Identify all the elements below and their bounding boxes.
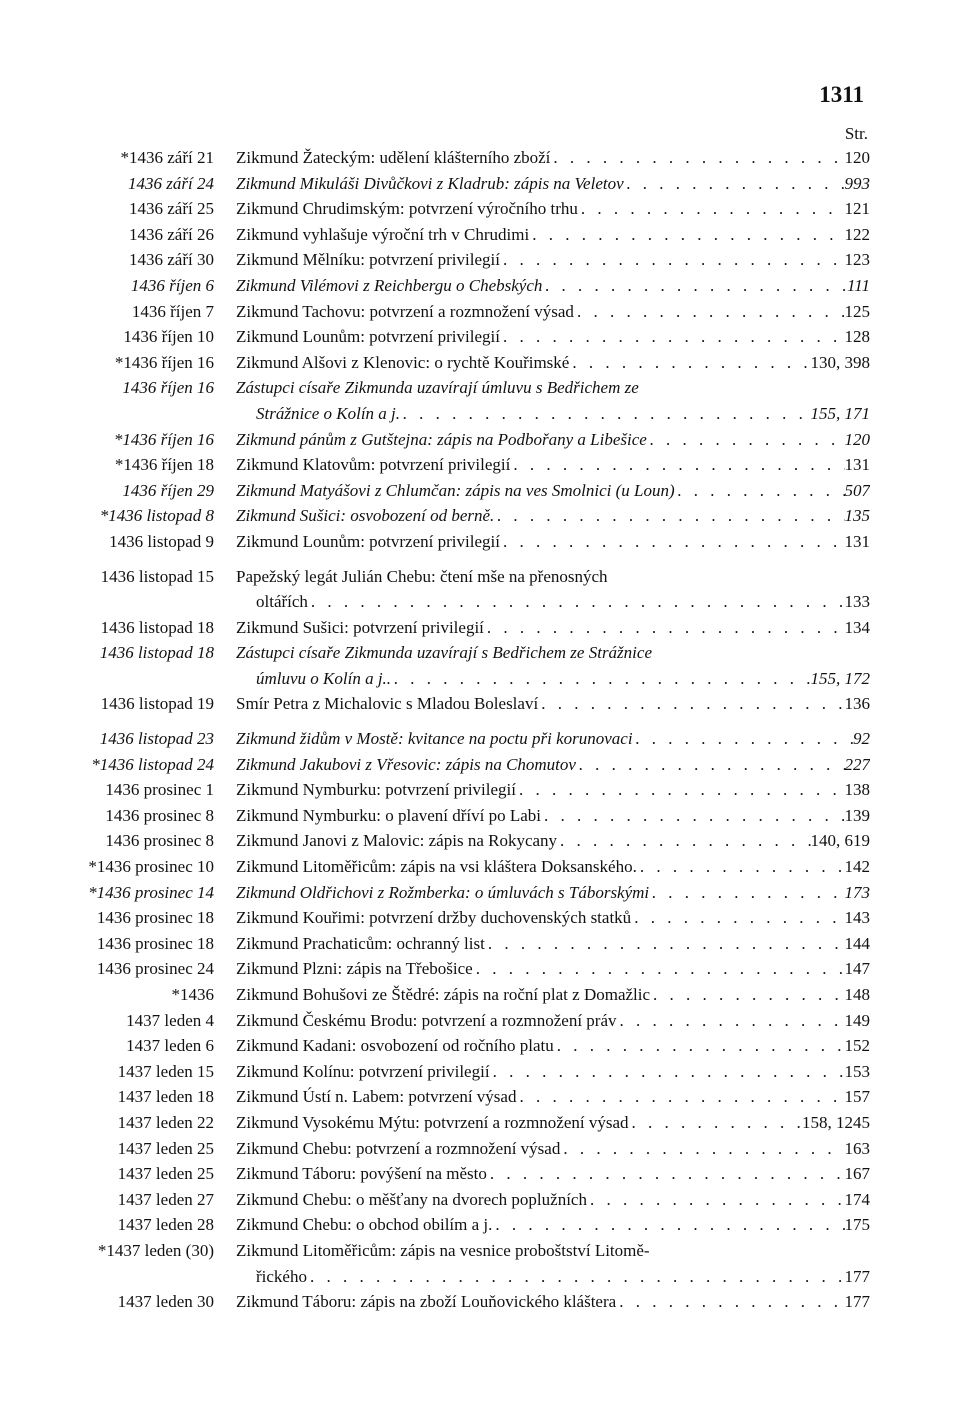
entry-title: Zikmund Žateckým: udělení klášterního zboží — [236, 148, 551, 167]
entry-page-ref: 122 — [844, 224, 870, 244]
entry-title: Zástupci císaře Zikmunda uzavírají s Bedřichem ze Strážnice — [236, 643, 652, 663]
entry-line — [236, 145, 870, 171]
entry-page-ref: 148 — [844, 985, 870, 1004]
dot-leader — [637, 854, 845, 880]
entry-title: Zikmund Ústí n. Labem: potvrzení výsad — [236, 1087, 517, 1107]
dot-leader — [624, 171, 845, 197]
entry-title: Zikmund Plzni: zápis na Třebošice — [236, 959, 473, 979]
entry-page-ref: 144 — [844, 933, 870, 953]
entry-line — [236, 640, 870, 666]
entry-line — [236, 247, 870, 273]
entry-page-ref: 149 — [844, 1010, 870, 1030]
entry-page-ref: 128 — [844, 327, 870, 347]
entry-body — [236, 171, 870, 197]
entry-title: Zástupci císaře Zikmunda uzavírají úmluvu s Bedřichem ze — [236, 378, 639, 398]
entry-body — [236, 247, 870, 273]
entry-date: 1436 říjen 10 — [123, 327, 214, 347]
entry-row — [86, 247, 870, 273]
dot-leader — [617, 1008, 845, 1034]
entry-line — [236, 1110, 870, 1136]
entry-body — [236, 1187, 870, 1213]
entry-date: 1436 prosinec 24 — [96, 959, 214, 979]
entry-body — [236, 503, 870, 529]
entry-body — [236, 640, 870, 691]
entry-date: *1436 listopad 8 — [99, 506, 214, 526]
entry-body — [236, 273, 870, 299]
entry-line — [236, 1238, 870, 1264]
dot-leader — [529, 222, 844, 248]
entry-title: Zikmund Tachovu: potvrzení a rozmnožení výsad — [236, 301, 574, 321]
entry-body — [236, 726, 870, 752]
entry-date: 1436 září 26 — [129, 224, 214, 244]
entry-title: Zikmund Chebu: potvrzení a rozmnožení výsad — [236, 1138, 561, 1158]
entry-date: 1436 září 30 — [129, 250, 214, 270]
entry-line — [236, 752, 870, 778]
entry-date: *1436 prosinec 14 — [88, 882, 214, 902]
entry-body — [236, 299, 870, 325]
entry-title: Zikmund Vilémovi z Reichbergu o Chebských — [236, 275, 543, 295]
entry-title: Zikmund Jakubovi z Vřesovic: zápis na Chomutov — [236, 754, 576, 774]
entry-page-ref: 158, 1245 — [802, 1112, 870, 1132]
entry-date: 1437 leden 30 — [117, 1292, 214, 1312]
entry-line — [236, 666, 870, 692]
entry-row — [86, 1008, 870, 1034]
entry-date: *1436 září 21 — [120, 148, 214, 167]
entry-row — [86, 777, 870, 803]
entry-date: 1436 říjen 29 — [122, 480, 214, 500]
dot-leader — [647, 427, 845, 453]
entry-date: 1436 září 24 — [128, 173, 214, 193]
entry-row — [86, 615, 870, 641]
entry-line — [236, 1136, 870, 1162]
dot-leader — [576, 752, 845, 778]
entry-line — [236, 1187, 870, 1213]
entry-line — [236, 171, 870, 197]
entry-date: 1437 leden 4 — [126, 1010, 214, 1030]
entry-title: Zikmund Klatovům: potvrzení privilegií — [236, 455, 511, 475]
entry-line — [236, 828, 870, 854]
entry-row — [86, 1212, 870, 1238]
entry-title: Zikmund Alšovi z Klenovic: o rychtě Kouřimské — [236, 352, 570, 372]
entry-page-ref: 125 — [844, 301, 870, 321]
entry-date: 1437 leden 25 — [117, 1164, 214, 1184]
dot-leader — [542, 273, 847, 299]
entry-page-ref: 131 — [844, 455, 870, 475]
entry-body — [236, 752, 870, 778]
entry-page-ref: 120 — [844, 148, 870, 167]
entry-date: 1437 leden 28 — [117, 1215, 214, 1235]
entry-row — [86, 880, 870, 906]
page-number: 1311 — [819, 82, 864, 107]
entry-page-ref: 138 — [844, 780, 870, 800]
entry-line — [236, 427, 870, 453]
entry-body — [236, 478, 870, 504]
dot-leader — [500, 324, 845, 350]
entry-date: 1436 listopad 15 — [100, 566, 214, 586]
entry-row — [86, 803, 870, 829]
dot-leader — [633, 726, 853, 752]
entry-page-ref: 136 — [844, 694, 870, 714]
entry-title: Smír Petra z Michalovic s Mladou Boleslaví — [236, 694, 539, 714]
entry-row — [86, 726, 870, 752]
entry-title: Zikmund Chrudimským: potvrzení výročního trhu — [236, 199, 578, 219]
entry-line — [236, 803, 870, 829]
entry-row — [86, 1110, 870, 1136]
entry-page-ref: 155, 171 — [810, 403, 870, 423]
entry-line — [236, 1289, 870, 1315]
entry-page-ref: 155, 172 — [810, 668, 870, 688]
entry-body — [236, 956, 870, 982]
entry-line — [236, 324, 870, 350]
dot-leader — [550, 145, 844, 171]
entry-date: 1437 leden 6 — [126, 1036, 214, 1056]
entry-line — [236, 196, 870, 222]
entry-row — [86, 640, 870, 691]
entry-date: 1436 prosinec 8 — [105, 805, 214, 825]
dot-leader — [308, 589, 845, 615]
dot-leader — [538, 691, 844, 717]
entry-page-ref: 147 — [844, 959, 870, 979]
entry-line — [236, 1084, 870, 1110]
entry-title: Zikmund Sušici: potvrzení privilegií — [236, 617, 484, 637]
dot-leader — [560, 1136, 844, 1162]
entry-title: Zikmund Bohušovi ze Štědré: zápis na roční plat z Domažlic — [236, 985, 651, 1004]
entry-body — [236, 931, 870, 957]
entry-body — [236, 324, 870, 350]
entry-row — [86, 171, 870, 197]
dot-leader — [629, 1110, 802, 1136]
entry-page-ref: 177 — [844, 1266, 870, 1286]
entry-body — [236, 1033, 870, 1059]
entry-title: Zikmund Matyášovi z Chlumčan: zápis na ves Smolnici (u Loun) — [236, 480, 675, 500]
entry-body — [236, 350, 870, 376]
entry-title: Zikmund Táboru: povýšení na město — [236, 1164, 487, 1184]
entry-page-ref: 120 — [844, 429, 870, 449]
entry-body — [236, 854, 870, 880]
entry-title: Zikmund Lounům: potvrzení privilegií — [236, 327, 500, 347]
entry-page-ref: 153 — [844, 1061, 870, 1081]
dot-leader — [616, 1289, 844, 1315]
entry-date: 1436 listopad 23 — [99, 729, 214, 749]
entry-page-ref: 143 — [844, 908, 870, 928]
entry-title: Zikmund Českému Brodu: potvrzení a rozmnožení práv — [236, 1010, 617, 1030]
dot-leader — [490, 1059, 845, 1085]
entry-body — [236, 1059, 870, 1085]
entry-date: 1436 září 25 — [129, 199, 214, 219]
dot-leader — [516, 1084, 844, 1110]
entry-row — [86, 478, 870, 504]
entry-page-ref: 174 — [844, 1189, 870, 1209]
entry-row — [86, 350, 870, 376]
entry-date: 1436 říjen 7 — [131, 301, 214, 321]
entry-page-ref: 92 — [853, 729, 870, 749]
entry-date: *1436 říjen 18 — [114, 455, 214, 475]
entry-row — [86, 1289, 870, 1315]
entry-title: oltářích — [256, 592, 308, 612]
entry-page-ref: 134 — [844, 617, 870, 637]
dot-leader — [500, 529, 845, 555]
dot-leader — [487, 1161, 845, 1187]
entry-line — [236, 529, 870, 555]
entry-line — [236, 273, 870, 299]
entry-title: Zikmund Mělníku: potvrzení privilegií — [236, 250, 500, 270]
entry-page-ref: 121 — [844, 199, 870, 219]
dot-leader — [574, 299, 845, 325]
entry-page-ref: 152 — [844, 1036, 870, 1056]
entry-page-ref: 163 — [844, 1138, 870, 1158]
entry-line — [236, 1033, 870, 1059]
entry-date: 1436 prosinec 18 — [96, 933, 214, 953]
entry-row — [86, 931, 870, 957]
entry-body — [236, 452, 870, 478]
entry-row — [86, 828, 870, 854]
dot-leader — [307, 1264, 845, 1290]
dot-leader — [473, 956, 845, 982]
entry-body — [236, 905, 870, 931]
entry-body — [236, 564, 870, 615]
entry-date: 1436 říjen 6 — [130, 275, 214, 295]
entry-row — [86, 956, 870, 982]
entry-title: Zikmund Oldřichovi z Rožmberka: o úmluvách s Táborskými — [236, 882, 650, 902]
entry-line — [236, 589, 870, 615]
entry-title: Zikmund pánům z Gutštejna: zápis na Podbořany a Libešice — [236, 429, 647, 449]
entry-row — [86, 752, 870, 778]
entry-body — [236, 1008, 870, 1034]
entry-title: Zikmund Mikuláši Divůčkovi z Kladrub: zápis na Veletov — [236, 173, 624, 193]
entry-body — [236, 691, 870, 717]
entry-page-ref: 139 — [844, 805, 870, 825]
entry-row — [86, 196, 870, 222]
entry-title: Zikmund Lounům: potvrzení privilegií — [236, 531, 500, 551]
entry-date: *1437 leden (30) — [97, 1240, 214, 1260]
entry-page-ref: 157 — [844, 1087, 870, 1107]
entry-row — [86, 222, 870, 248]
entry-date: 1436 listopad 18 — [99, 643, 214, 663]
entry-line — [236, 931, 870, 957]
entry-row — [86, 1136, 870, 1162]
entry-date: 1437 leden 22 — [117, 1112, 214, 1132]
entry-row — [86, 324, 870, 350]
dot-leader — [391, 666, 810, 692]
page-column-header: Str. — [844, 124, 868, 143]
entry-date: *1436 říjen 16 — [114, 352, 214, 372]
dot-leader — [569, 350, 810, 376]
entry-date: 1436 prosinec 1 — [105, 780, 214, 800]
entry-page-ref: 133 — [844, 592, 870, 612]
entry-line — [236, 350, 870, 376]
dot-leader — [510, 452, 844, 478]
entry-body — [236, 1289, 870, 1315]
entry-row — [86, 503, 870, 529]
dot-leader — [578, 196, 845, 222]
entry-title: Zikmund Kadani: osvobození od ročního platu — [236, 1036, 554, 1056]
entry-row — [86, 529, 870, 555]
dot-leader — [675, 478, 845, 504]
entry-row — [86, 1084, 870, 1110]
dot-leader — [557, 828, 810, 854]
dot-leader — [485, 931, 845, 957]
entry-body — [236, 615, 870, 641]
entry-title: Zikmund Nymburku: potvrzení privilegií — [236, 780, 516, 800]
entry-body — [236, 1136, 870, 1162]
dot-leader — [516, 777, 845, 803]
entry-line — [236, 880, 870, 906]
entry-row — [86, 564, 870, 615]
entry-page-ref: 111 — [847, 275, 870, 295]
entry-title: Zikmund vyhlašuje výroční trh v Chrudimi — [236, 224, 530, 244]
entry-date: 1436 prosinec 18 — [96, 908, 214, 928]
entry-date: *1436 listopad 24 — [91, 754, 214, 774]
entry-row — [86, 299, 870, 325]
entry-row — [86, 375, 870, 426]
dot-leader — [500, 247, 845, 273]
entry-line — [236, 1161, 870, 1187]
entry-title: Papežský legát Julián Chebu: čtení mše na přenosných — [236, 566, 608, 586]
entry-date: *1436 — [171, 985, 214, 1004]
entry-date: 1436 listopad 9 — [109, 531, 214, 551]
entry-body — [236, 1238, 870, 1289]
entry-title: Zikmund Litoměřicům: zápis na vsi kláštera Doksanského. — [236, 857, 637, 877]
entry-date: 1437 leden 27 — [117, 1189, 214, 1209]
entry-body — [236, 1161, 870, 1187]
entry-title: Zikmund Prachaticům: ochranný list — [236, 933, 485, 953]
entry-title: úmluvu o Kolín a j.. — [256, 668, 392, 688]
entry-row — [86, 1033, 870, 1059]
entry-title: Zikmund židům v Mostě: kvitance na poctu při korunovaci — [236, 729, 633, 749]
entry-line — [236, 401, 870, 427]
dot-leader — [400, 401, 810, 427]
entry-body — [236, 1110, 870, 1136]
entry-date: 1437 leden 15 — [117, 1061, 214, 1081]
entry-page-ref: 131 — [844, 531, 870, 551]
entry-date: 1436 prosinec 8 — [105, 831, 214, 851]
entry-line — [236, 478, 870, 504]
entry-body — [236, 828, 870, 854]
entry-row — [86, 982, 870, 1008]
entry-line — [236, 905, 870, 931]
entry-row — [86, 1238, 870, 1289]
entry-line — [236, 375, 870, 401]
entry-line — [236, 615, 870, 641]
entry-line — [236, 299, 870, 325]
entry-page-ref: 227 — [844, 754, 870, 774]
entry-row — [86, 854, 870, 880]
entry-title: Zikmund Janovi z Malovic: zápis na Rokycany — [236, 831, 558, 851]
entry-page-ref: 140, 619 — [810, 831, 870, 851]
entry-body — [236, 1084, 870, 1110]
dot-leader — [541, 803, 844, 829]
entry-body — [236, 196, 870, 222]
dot-leader — [494, 503, 844, 529]
entry-line — [236, 691, 870, 717]
dot-leader — [650, 982, 844, 1008]
entry-date: 1437 leden 18 — [117, 1087, 214, 1107]
entry-page-ref: 177 — [844, 1292, 870, 1312]
dot-leader — [631, 905, 844, 931]
entry-body — [236, 880, 870, 906]
entry-line — [236, 982, 870, 1008]
entry-page-ref: 123 — [844, 250, 870, 270]
entry-row — [86, 905, 870, 931]
entry-row — [86, 145, 870, 171]
entry-line — [236, 564, 870, 590]
entry-date: 1436 listopad 18 — [100, 617, 214, 637]
entry-title: řického — [256, 1266, 307, 1286]
entry-line — [236, 777, 870, 803]
entry-body — [236, 982, 870, 1008]
entry-list — [86, 145, 870, 1315]
entry-page-ref: 993 — [844, 173, 870, 193]
entry-title: Zikmund Litoměřicům: zápis na vesnice proboštství Litomě- — [236, 1240, 650, 1260]
entry-title: Zikmund Kolínu: potvrzení privilegií — [236, 1061, 490, 1081]
entry-line — [236, 1008, 870, 1034]
entry-row — [86, 273, 870, 299]
entry-title: Zikmund Vysokému Mýtu: potvrzení a rozmnožení výsad — [236, 1112, 629, 1132]
dot-leader — [554, 1033, 845, 1059]
entry-row — [86, 427, 870, 453]
entry-date: *1436 prosinec 10 — [88, 857, 214, 877]
entry-line — [236, 1059, 870, 1085]
entry-page-ref: 130, 398 — [810, 352, 870, 372]
entry-title: Zikmund Táboru: zápis na zboží Louňovického kláštera — [236, 1292, 617, 1312]
entry-body — [236, 145, 870, 171]
entry-line — [236, 503, 870, 529]
entry-title: Zikmund Nymburku: o plavení dříví po Labi — [236, 805, 542, 825]
entry-date: 1437 leden 25 — [117, 1138, 214, 1158]
entry-page-ref: 135 — [844, 506, 870, 526]
entry-page-ref: 507 — [844, 480, 870, 500]
entry-title: Strážnice o Kolín a j. — [256, 403, 401, 423]
entry-date: *1436 říjen 16 — [113, 429, 214, 449]
entry-body — [236, 375, 870, 426]
dot-leader — [484, 615, 845, 641]
entry-body — [236, 777, 870, 803]
dot-leader — [492, 1212, 844, 1238]
entry-title: Zikmund Sušici: osvobození od berně. — [236, 506, 495, 526]
entry-body — [236, 529, 870, 555]
dot-leader — [649, 880, 844, 906]
entry-line — [236, 854, 870, 880]
entry-body — [236, 427, 870, 453]
entry-line — [236, 1212, 870, 1238]
entry-title: Zikmund Chebu: o měšťany na dvorech poplužních — [236, 1189, 587, 1209]
entry-body — [236, 222, 870, 248]
entry-body — [236, 1212, 870, 1238]
entry-page-ref: 167 — [844, 1164, 870, 1184]
entry-line — [236, 1264, 870, 1290]
entry-row — [86, 1187, 870, 1213]
entry-title: Zikmund Chebu: o obchod obilím a j. — [236, 1215, 493, 1235]
entry-title: Zikmund Kouřimi: potvrzení držby duchovenských statků — [236, 908, 632, 928]
entry-line — [236, 726, 870, 752]
entry-line — [236, 452, 870, 478]
entry-date: 1436 říjen 16 — [122, 378, 214, 398]
entry-page-ref: 175 — [844, 1215, 870, 1235]
entry-row — [86, 452, 870, 478]
entry-body — [236, 803, 870, 829]
dot-leader — [587, 1187, 845, 1213]
entry-date: 1436 listopad 19 — [100, 694, 214, 714]
entry-page-ref: 173 — [844, 882, 870, 902]
entry-line — [236, 222, 870, 248]
entry-row — [86, 1059, 870, 1085]
entry-row — [86, 1161, 870, 1187]
entry-line — [236, 956, 870, 982]
entry-row — [86, 691, 870, 717]
entry-page-ref: 142 — [844, 857, 870, 877]
